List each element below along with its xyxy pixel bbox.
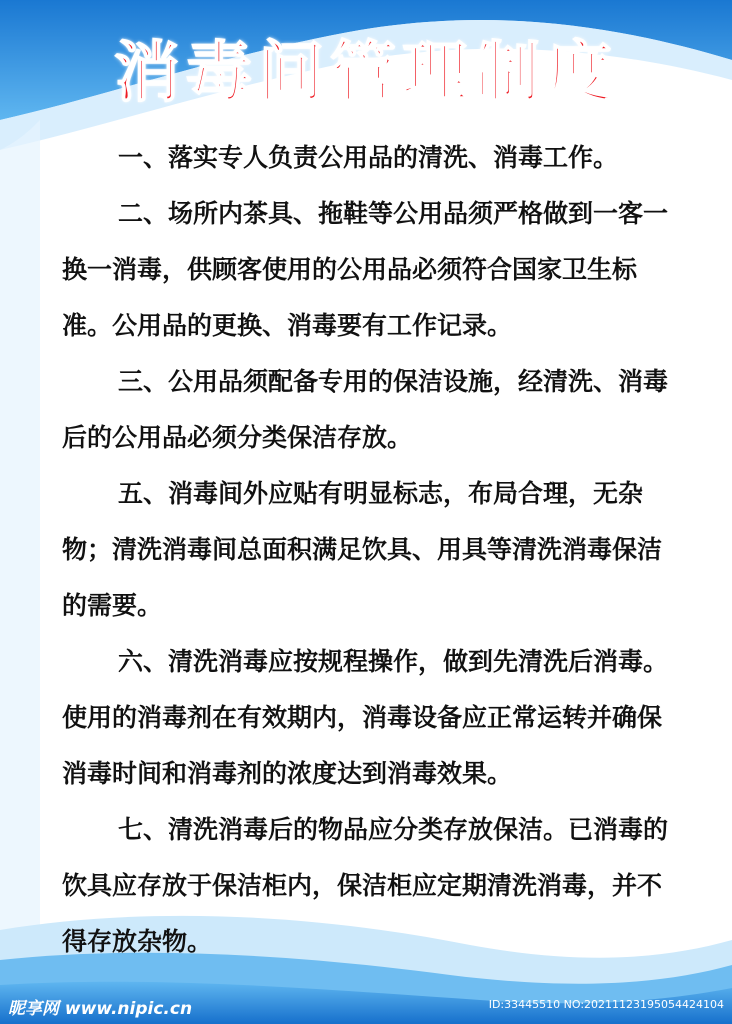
rule-item: 六、清洗消毒应按规程操作，做到先清洗后消毒。使用的消毒剂在有效期内，消毒设备应正常运转并确保消毒时间和消毒剂的浓度达到消毒效果。	[62, 647, 669, 788]
watermark-id: ID:33445510 NO:20211123195054424104	[488, 998, 724, 1011]
rule-item: 五、消毒间外应贴有明显标志，布局合理，无杂物；清洗消毒间总面积满足饮具、用具等清洗消毒保洁的需要。	[62, 479, 663, 620]
rule-item: 二、场所内茶具、拖鞋等公用品须严格做到一客一换一消毒，供顾客使用的公用品必须符合国家卫生标准。公用品的更换、消毒要有工作记录。	[62, 199, 669, 340]
rule-item: 三、公用品须配备专用的保洁设施，经清洗、消毒后的公用品必须分类保洁存放。	[62, 367, 669, 452]
rule-item: 七、清洗消毒后的物品应分类存放保洁。已消毒的饮具应存放于保洁柜内，保洁柜应定期清洗消毒，并不得存放杂物。	[62, 815, 669, 956]
watermark-logo: 昵享网 www.nipic.cn	[8, 999, 193, 1019]
rules-list	[62, 130, 674, 970]
page-title: 消毒间管理制度	[114, 34, 618, 111]
rule-item: 一、落实专人负责公用品的清洗、消毒工作。	[118, 143, 619, 172]
left-band	[0, 120, 40, 1024]
